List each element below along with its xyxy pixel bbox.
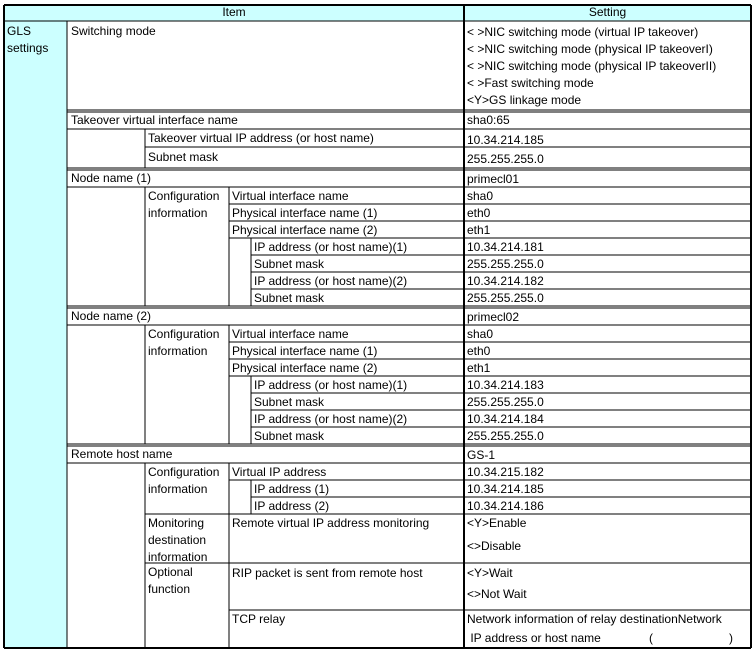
node2-mask2-label: Subnet mask [254,429,325,443]
remote-config-label: information [148,482,208,496]
node2-config-label: Configuration [148,327,220,341]
node2-vif-label: Virtual interface name [232,327,349,341]
switching-mode-label: Switching mode [71,24,156,38]
takeover-mask-value: 255.255.255.0 [467,152,544,166]
node2-mask1-label: Subnet mask [254,395,325,409]
remote-config-label: Configuration [148,465,220,479]
node1-pif2-label: Physical interface name (2) [232,223,378,237]
node2-value: primecl02 [467,310,520,324]
remote-ip1-value: 10.34.214.185 [467,482,544,496]
remote-vip-value: 10.34.215.182 [467,465,544,479]
takeover-ip-value: 10.34.214.185 [467,133,544,147]
node1-config-label: Configuration [148,189,220,203]
monitoring-disable-option: <>Disable [467,539,522,553]
group-label: settings [7,41,49,55]
monitoring-label: Monitoring [148,516,205,530]
node1-ip2-value: 10.34.214.182 [467,274,544,288]
node2-mask1-value: 255.255.255.0 [467,395,544,409]
node1-value: primecl01 [467,172,520,186]
node2-ip2-value: 10.34.214.184 [467,412,544,426]
takeover-mask-label: Subnet mask [148,150,219,164]
node1-vif-label: Virtual interface name [232,189,349,203]
node1-config-label: information [148,206,208,220]
optional-function-label: Optional [148,565,193,579]
tcp-relay-info: Network information of relay destinationNetwork [467,612,722,626]
node1-mask1-label: Subnet mask [254,257,325,271]
monitoring-label: destination [148,533,207,547]
rip-notwait-option: <>Not Wait [467,587,527,601]
node1-vif-value: sha0 [467,189,494,203]
monitoring-enable-option: <Y>Enable [467,516,527,530]
switching-option: < >Fast switching mode [467,76,594,90]
rip-packet-label: RIP packet is sent from remote host [232,566,423,580]
node2-config-label: information [148,344,208,358]
rip-wait-option: <Y>Wait [467,566,513,580]
node2-pif1-label: Physical interface name (1) [232,344,378,358]
monitoring-label: information [148,550,208,564]
takeover-interface-label: Takeover virtual interface name [71,113,238,127]
tcp-relay-paren-open: ( [649,631,653,645]
switching-option: < >NIC switching mode (physical IP takeoverI) [467,42,713,56]
remote-ip2-value: 10.34.214.186 [467,499,544,513]
node1-ip2-label: IP address (or host name)(2) [254,274,408,288]
remote-host-value: GS-1 [467,448,496,462]
group-label: GLS [7,24,32,38]
node1-pif2-value: eth1 [467,223,491,237]
takeover-ip-label: Takeover virtual IP address (or host name) [148,131,374,145]
node2-ip1-value: 10.34.214.183 [467,378,544,392]
node1-ip1-label: IP address (or host name)(1) [254,240,408,254]
node1-ip1-value: 10.34.214.181 [467,240,544,254]
tcp-relay-address: IP address or host name [467,631,601,645]
node2-pif2-value: eth1 [467,361,491,375]
node1-pif1-value: eth0 [467,206,491,220]
node2-vif-value: sha0 [467,327,494,341]
node2-ip2-label: IP address (or host name)(2) [254,412,408,426]
takeover-interface-value: sha0:65 [467,113,510,127]
monitoring-item-label: Remote virtual IP address monitoring [232,516,430,530]
tcp-relay-paren-close: ) [729,631,733,645]
node1-pif1-label: Physical interface name (1) [232,206,378,220]
switching-option: < >NIC switching mode (physical IP takeoverII) [467,59,717,73]
tcp-relay-label: TCP relay [232,612,286,626]
optional-function-label: function [148,582,191,596]
node2-ip1-label: IP address (or host name)(1) [254,378,408,392]
node2-pif1-value: eth0 [467,344,491,358]
node1-mask2-label: Subnet mask [254,291,325,305]
node2-mask2-value: 255.255.255.0 [467,429,544,443]
remote-ip2-label: IP address (2) [254,499,330,513]
node2-label: Node name (2) [71,309,152,323]
column-header-item: Item [222,5,246,19]
node2-pif2-label: Physical interface name (2) [232,361,378,375]
node1-mask1-value: 255.255.255.0 [467,257,544,271]
node1-label: Node name (1) [71,171,152,185]
remote-vip-label: Virtual IP address [232,465,327,479]
node1-mask2-value: 255.255.255.0 [467,291,544,305]
column-header-setting: Setting [588,5,627,19]
remote-ip1-label: IP address (1) [254,482,330,496]
switching-option: < >NIC switching mode (virtual IP takeover) [467,25,699,39]
remote-host-label: Remote host name [71,447,173,461]
switching-option: <Y>GS linkage mode [467,93,582,107]
